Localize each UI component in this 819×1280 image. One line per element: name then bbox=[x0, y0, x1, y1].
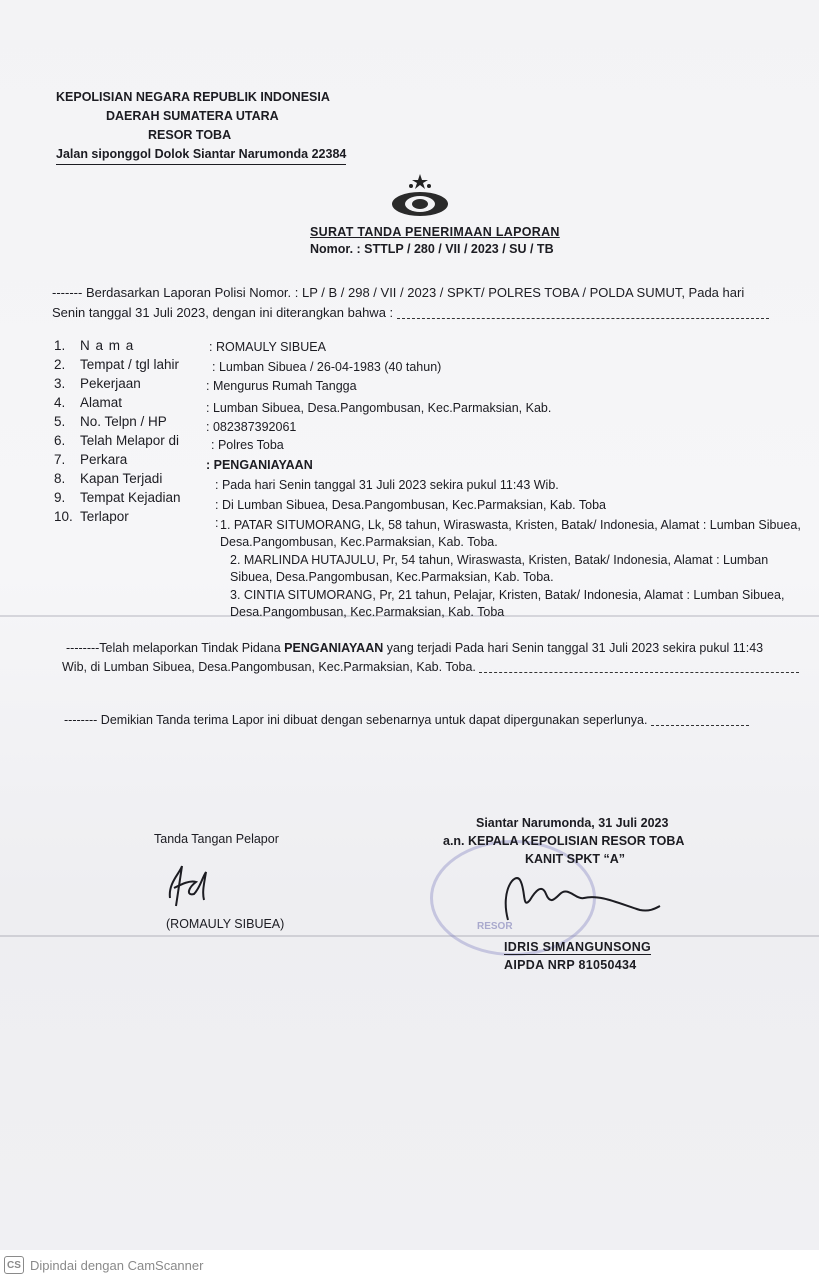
field-value-case: : PENGANIAYAAN bbox=[206, 458, 313, 472]
field-label-where: Tempat Kejadian bbox=[80, 490, 181, 505]
letterhead-line3: RESOR TOBA bbox=[148, 128, 232, 142]
reporter-signature-icon bbox=[160, 858, 220, 916]
field-num: 7. bbox=[54, 452, 66, 467]
paper-fold bbox=[0, 935, 819, 937]
field-num: 3. bbox=[54, 376, 66, 391]
field-value-reported-at: : Polres Toba bbox=[211, 438, 284, 452]
field-label-when: Kapan Terjadi bbox=[80, 471, 163, 486]
filler-dashes bbox=[397, 309, 769, 319]
field-value-birth: : Lumban Sibuea / 26-04-1983 (40 tahun) bbox=[212, 360, 442, 374]
police-emblem-icon bbox=[386, 172, 454, 220]
intro-dashes: ------- bbox=[52, 285, 83, 300]
document-title bbox=[310, 224, 560, 258]
field-num: 4. bbox=[54, 395, 66, 410]
officer-place-date: Siantar Narumonda, 31 Juli 2023 bbox=[476, 816, 669, 830]
statement-rest: yang terjadi Pada hari Senin tanggal 31 Juli 2023 sekira pukul 11:43 bbox=[383, 641, 764, 655]
letterhead bbox=[56, 88, 346, 165]
statement-lead: --------Telah melaporkan Tindak Pidana bbox=[66, 641, 285, 655]
field-label-suspects: Terlapor bbox=[80, 509, 129, 524]
suspect-item: 1. PATAR SITUMORANG, Lk, 58 tahun, Wiraswasta, Kristen, Batak/ Indonesia, Alamat : Lumban Sibuea, Desa.Pangombusan, Kec.Parmaksian, Kab. Toba. bbox=[220, 518, 801, 549]
field-label-case: Perkara bbox=[80, 452, 128, 467]
title-number: Nomor. : STTLP / 280 / VII / 2023 / SU / TB bbox=[310, 242, 554, 256]
field-label-birth: Tempat / tgl lahir bbox=[80, 357, 180, 372]
field-num: 10. bbox=[54, 509, 73, 524]
officer-position: KANIT SPKT “A” bbox=[525, 852, 625, 866]
intro-text2: Senin tanggal 31 Juli 2023, dengan ini diterangkan bahwa : bbox=[52, 305, 394, 320]
field-num: 6. bbox=[54, 433, 66, 448]
camscanner-logo-icon: CS bbox=[4, 1256, 24, 1274]
field-value-nama: : ROMAULY SIBUEA bbox=[209, 340, 326, 354]
reporter-label: Tanda Tangan Pelapor bbox=[154, 832, 279, 846]
statement-line2 bbox=[62, 657, 799, 677]
field-value-address: : Lumban Sibuea, Desa.Pangombusan, Kec.Parmaksian, Kab. bbox=[206, 401, 552, 415]
field-label-nama: N a m a bbox=[80, 338, 135, 353]
stamp-text: RESOR bbox=[477, 921, 513, 932]
field-num: 2. bbox=[54, 357, 66, 372]
field-value-job: : Mengurus Rumah Tangga bbox=[206, 379, 357, 393]
intro-text1: Berdasarkan Laporan Polisi Nomor. : LP / B / 298 / VII / 2023 / SPKT/ POLRES TOBA / POLDA SUMUT, Pada hari bbox=[85, 285, 745, 300]
field-label-address: Alamat bbox=[80, 395, 123, 410]
field-value-when: : Pada hari Senin tanggal 31 Juli 2023 sekira pukul 11:43 Wib. bbox=[215, 478, 559, 492]
field-value-suspects: : bbox=[215, 516, 219, 530]
statement-text2: Wib, di Lumban Sibuea, Desa.Pangombusan, Kec.Parmaksian, Kab. Toba. bbox=[62, 660, 476, 674]
officer-signature-icon bbox=[480, 860, 670, 940]
suspect-item: 2. MARLINDA HUTAJULU, Pr, 54 tahun, Wiraswasta, Kristen, Batak/ Indonesia, Alamat : Lumban Sibuea, Desa.Pangombusan, Kec.Parmaksian, Kab. Toba. bbox=[230, 553, 769, 584]
intro-line2 bbox=[52, 303, 769, 323]
suspect-item: 3. CINTIA SITUMORANG, Pr, 21 tahun, Pelajar, Kristen, Batak/ Indonesia, Alamat : Lumban Sibuea, Desa.Pangombusan, Kec.Parmaksian, Kab. Toba bbox=[230, 588, 785, 619]
statement-line1 bbox=[66, 638, 763, 658]
intro-line1 bbox=[52, 283, 744, 303]
statement-offense: PENGANIAYAAN bbox=[284, 641, 384, 655]
closing-line bbox=[64, 710, 749, 730]
letterhead-line2: DAERAH SUMATERA UTARA bbox=[106, 109, 279, 123]
field-label-phone: No. Telpn / HP bbox=[80, 414, 167, 429]
field-value-where: : Di Lumban Sibuea, Desa.Pangombusan, Kec.Parmaksian, Kab. Toba bbox=[215, 498, 606, 512]
closing-text: Demikian Tanda terima Lapor ini dibuat dengan sebenarnya untuk dapat dipergunakan seperlunya. bbox=[100, 713, 648, 727]
letterhead-address: Jalan siponggol Dolok Siantar Narumonda 22384 bbox=[56, 145, 346, 165]
scanner-footer bbox=[0, 1250, 819, 1280]
closing-dashes: -------- bbox=[64, 713, 98, 727]
field-label-job: Pekerjaan bbox=[80, 376, 141, 391]
field-num: 1. bbox=[54, 338, 66, 353]
officer-on-behalf: a.n. KEPALA KEPOLISIAN RESOR TOBA bbox=[443, 834, 685, 848]
filler-dashes bbox=[651, 716, 749, 726]
field-num: 5. bbox=[54, 414, 66, 429]
officer-rank-nrp: AIPDA NRP 81050434 bbox=[504, 958, 637, 972]
officer-name: IDRIS SIMANGUNSONG bbox=[504, 940, 652, 954]
scanner-footer-text: Dipindai dengan CamScanner bbox=[30, 1257, 204, 1273]
letterhead-line1: KEPOLISIAN NEGARA REPUBLIK INDONESIA bbox=[56, 90, 330, 104]
field-num: 8. bbox=[54, 471, 66, 486]
reporter-name: (ROMAULY SIBUEA) bbox=[166, 917, 285, 931]
field-value-phone: : 082387392061 bbox=[206, 420, 297, 434]
title-main: SURAT TANDA PENERIMAAN LAPORAN bbox=[310, 225, 560, 239]
field-num: 9. bbox=[54, 490, 66, 505]
filler-dashes bbox=[479, 663, 799, 673]
field-label-reported-at: Telah Melapor di bbox=[80, 433, 180, 448]
